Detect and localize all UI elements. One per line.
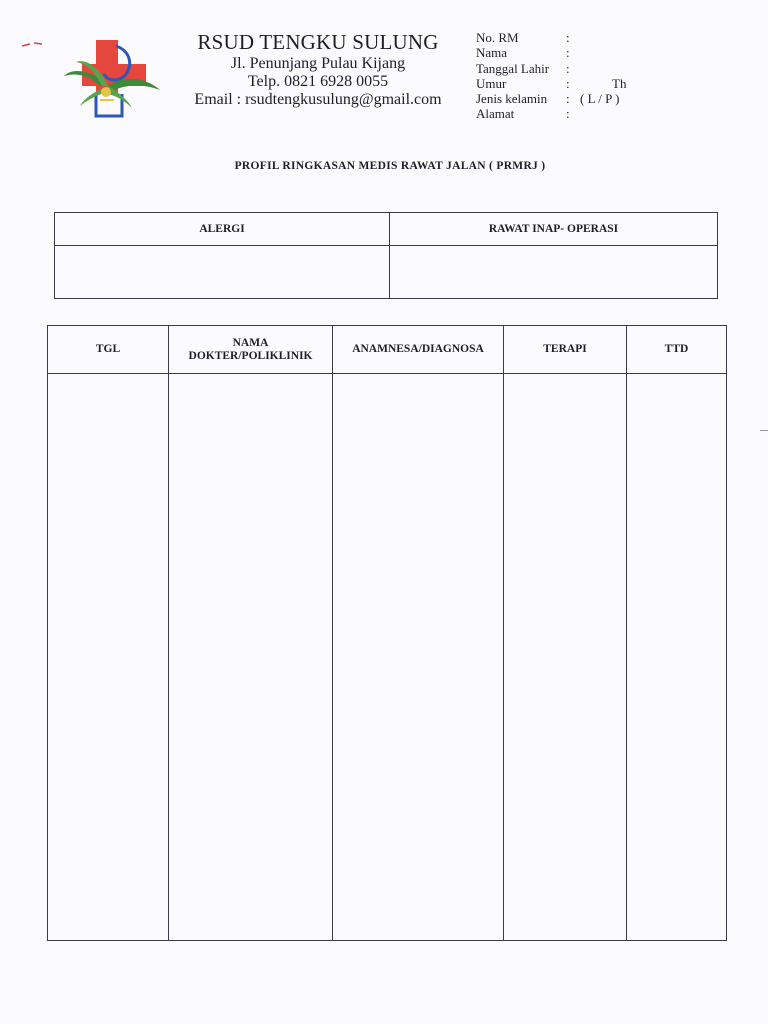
- patient-field-unit: Th: [612, 75, 627, 91]
- patient-field-label: Tanggal Lahir: [476, 60, 550, 76]
- patient-field-colon: :: [566, 91, 570, 107]
- visit-record-table: [47, 325, 727, 941]
- inpatient-surgery-header: RAWAT INAP- OPERASI: [390, 213, 718, 246]
- hospital-phone: Telp. 0821 6928 0055: [247, 73, 389, 90]
- scan-edge-mark: [760, 430, 768, 431]
- allergy-header: ALERGI: [55, 213, 390, 246]
- hospital-email: Email : rsudtengkusulung@gmail.com: [194, 91, 442, 108]
- patient-field-gender: [476, 91, 736, 106]
- inpatient-surgery-cell[interactable]: [390, 246, 718, 299]
- patient-field-label: Jenis kelamin: [476, 91, 548, 107]
- therapy-cell[interactable]: [504, 374, 627, 941]
- hospital-address: Jl. Penunjang Pulau Kijang: [230, 55, 406, 72]
- patient-field-address: [476, 106, 736, 121]
- form-title: PROFIL RINGKASAN MEDIS RAWAT JALAN ( PRMRJ ): [234, 160, 546, 172]
- date-header: TGL: [48, 326, 169, 374]
- patient-field-colon: :: [566, 45, 570, 61]
- doctor-clinic-header-line2: DOKTER/POLIKLINIK: [188, 349, 313, 362]
- patient-field-label: No. RM: [476, 30, 519, 45]
- patient-field-colon: :: [566, 106, 570, 122]
- patient-field-age: [476, 76, 736, 91]
- date-cell[interactable]: [48, 374, 169, 941]
- hospital-logo: [56, 36, 166, 122]
- patient-field-options: ( L / P ): [580, 91, 620, 107]
- patient-field-label: Nama: [476, 45, 508, 61]
- doctor-clinic-header-line1: NAMA: [232, 336, 269, 349]
- patient-info-block: [476, 30, 736, 122]
- allergy-table: [54, 212, 718, 299]
- patient-field-colon: :: [566, 75, 570, 91]
- anamnesis-diagnosis-cell[interactable]: [333, 374, 504, 941]
- hospital-name: RSUD TENGKU SULUNG: [197, 30, 439, 54]
- doctor-clinic-cell[interactable]: [169, 374, 333, 941]
- patient-field-colon: :: [566, 60, 570, 76]
- patient-field-label: Alamat: [476, 106, 515, 122]
- ink-mark: [20, 40, 54, 50]
- therapy-header: TERAPI: [504, 326, 627, 374]
- patient-field-name: [476, 45, 736, 60]
- allergy-cell[interactable]: [55, 246, 390, 299]
- signature-header: TTD: [627, 326, 727, 374]
- patient-field-colon: :: [566, 30, 570, 45]
- patient-field-birthdate: [476, 61, 736, 76]
- signature-cell[interactable]: [627, 374, 727, 941]
- patient-field-rm: [476, 30, 736, 45]
- anamnesis-diagnosis-header: ANAMNESA/DIAGNOSA: [333, 326, 504, 374]
- doctor-clinic-header: [169, 326, 333, 374]
- patient-field-label: Umur: [476, 75, 507, 91]
